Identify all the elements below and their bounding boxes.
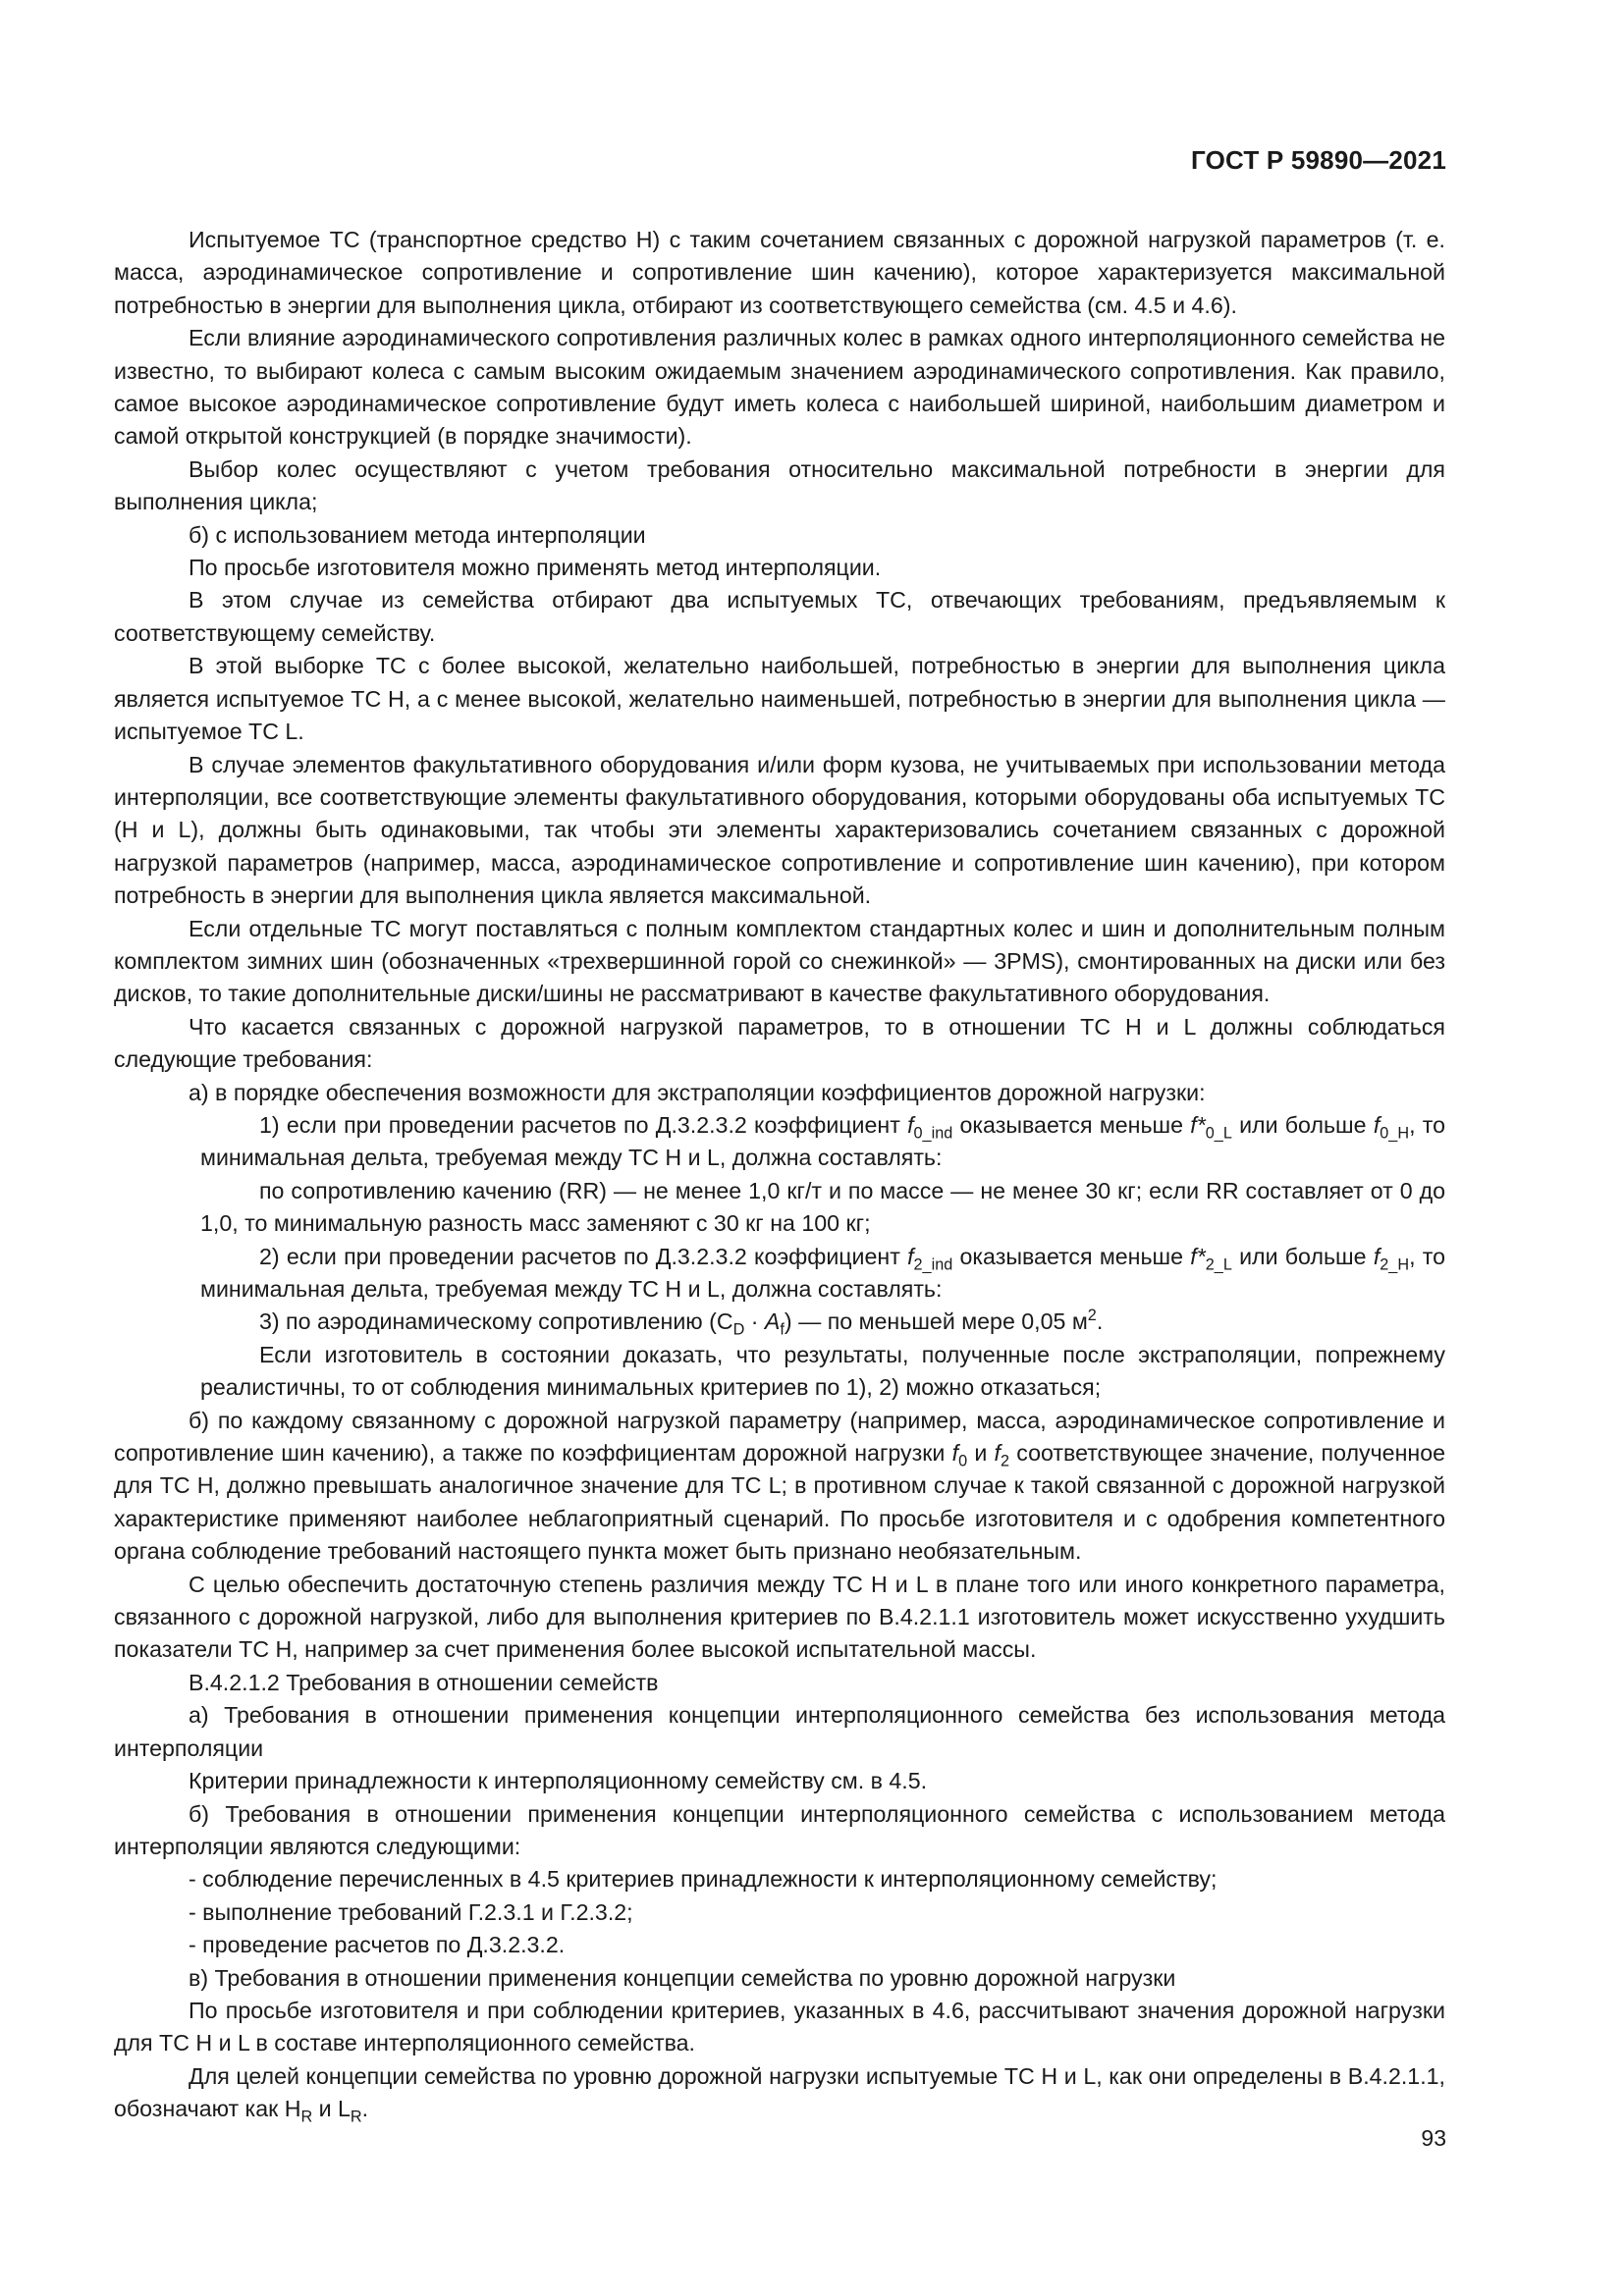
list-item-v: в) Требования в отношении применения концепции семейства по уровню дорожной нагрузки	[189, 1964, 1176, 1991]
list-item-b: б) Требования в отношении применения концепции интерполяционного семейства с использованием метода интерполяции являются следующими:	[114, 1800, 1445, 1859]
paragraph: Что касается связанных с дорожной нагрузкой параметров, то в отношении ТС H и L должны соблюдаться следующие требования:	[114, 1013, 1445, 1073]
coefficient-symbol: f	[1373, 1243, 1380, 1269]
text-segment: , то минимальная дельта, требуемая между ТС H и L, должна составлять:	[200, 1111, 1446, 1171]
bullet-item: - выполнение требований Г.2.3.1 и Г.2.3.2;	[189, 1898, 633, 1925]
text-segment: , то минимальная дельта, требуемая между ТС H и L, должна составлять:	[200, 1243, 1446, 1302]
paragraph: Если влияние аэродинамического сопротивления различных колес в рамках одного интерполяционного семейства не известно, то выбирают колеса с самым высоким ожидаемым значением аэродинамического сопротивления. Как правило, самое высокое аэродинамическое сопротивление будут иметь колеса с наибольшей шириной, наибольшим диаметром и самой открытой конструкцией (в порядке значимости).	[114, 325, 1445, 450]
subscript: 2	[1000, 1452, 1010, 1470]
superscript: 2	[1087, 1307, 1097, 1325]
subscript: R	[350, 2108, 362, 2126]
text-segment: .	[361, 2096, 369, 2122]
subscript: 0	[958, 1452, 968, 1470]
requirement-3	[114, 1306, 1445, 1338]
subscript: 0_H	[1380, 1124, 1410, 1143]
paragraph: Испытуемое ТС (транспортное средство H) с таким сочетанием связанных с дорожной нагрузкой параметров (т. е. масса, аэродинамическое сопротивление и сопротивление шин качению), которое характеризуется максимальной потребностью в энергии для выполнения цикла, отбирают из соответствующего семейства (см. 4.5 и 4.6).	[114, 227, 1445, 318]
text-segment: .	[1096, 1308, 1104, 1335]
text-segment: 3) по аэродинамическому сопротивлению (C	[259, 1308, 733, 1335]
paragraph	[114, 2060, 1445, 2126]
bullet-item: - соблюдение перечисленных в 4.5 критериев принадлежности к интерполяционному семейству;	[189, 1866, 1218, 1893]
paragraph: По просьбе изготовителя и при соблюдении критериев, указанных в 4.6, рассчитывают значения дорожной нагрузки для ТС H и L в составе интерполяционного семейства.	[114, 1997, 1445, 2056]
section-heading: В.4.2.1.2 Требования в отношении семейств	[189, 1669, 659, 1695]
text-segment: и	[967, 1440, 995, 1467]
subscript: D	[732, 1321, 745, 1340]
coefficient-symbol: f	[1373, 1111, 1380, 1138]
paragraph: Если отдельные ТС могут поставляться с полным комплектом стандартных колес и шин и дополнительным полным комплектом зимних шин (обозначенных «трехвершинной горой со снежинкой» — 3PMS), смонтированных на диски или без дисков, то такие дополнительные диски/шины не рассматривают в качестве факультативного оборудования.	[114, 915, 1445, 1007]
coefficient-symbol: f	[907, 1243, 914, 1269]
subscript: f	[780, 1321, 785, 1340]
subscript: 2_L	[1205, 1255, 1232, 1274]
list-item-a: а) в порядке обеспечения возможности для экстраполяции коэффициентов дорожной нагрузки:	[189, 1079, 1206, 1105]
text-segment: и L	[312, 2096, 351, 2122]
paragraph: С целью обеспечить достаточную степень различия между ТС H и L в плане того или иного конкретного параметра, связанного с дорожной нагрузкой, либо для выполнения критериев по В.4.2.1.1 изготовитель может искусственно ухудшить показатели ТС H, например за счет применения более высокой испытательной массы.	[114, 1571, 1445, 1663]
subscript: 2_H	[1380, 1255, 1410, 1274]
paragraph: Критерии принадлежности к интерполяционному семейству см. в 4.5.	[189, 1768, 928, 1794]
text-segment: соответствующее значение, полученное для ТС H, должно превышать аналогичное значение для ТС L; в противном случае к такой связанной с дорожной нагрузкой характеристике применяют наиболее неблагоприятный сценарий. По просьбе изготовителя и с одобрения компетентного органа соблюдение требований настоящего пункта может быть признано необязательным.	[114, 1440, 1445, 1565]
coefficient-symbol: f*	[1190, 1111, 1206, 1138]
page-number: 93	[1421, 2125, 1446, 2151]
subscript: R	[300, 2108, 313, 2126]
text-segment: 2) если при проведении расчетов по Д.3.2.3.2 коэффициент	[259, 1243, 908, 1269]
paragraph: по сопротивлению качению (RR) — не менее 1,0 кг/т и по массе — не менее 30 кг; если RR составляет от 0 до 1,0, то минимальную разность масс заменяют с 30 кг на 100 кг;	[200, 1177, 1445, 1237]
requirement-2	[114, 1241, 1445, 1307]
coefficient-symbol: f	[951, 1440, 959, 1467]
coefficient-symbol: f	[907, 1111, 914, 1138]
text-segment: или больше	[1231, 1243, 1374, 1269]
text-segment: ) — по меньшей мере 0,05 м	[784, 1308, 1088, 1335]
paragraph: В случае элементов факультативного оборудования и/или форм кузова, не учитываемых при использовании метода интерполяции, все соответствующие элементы факультативного оборудования, которыми оборудованы оба испытуемых ТС (H и L), должны быть одинаковыми, так чтобы эти элементы характеризовались сочетанием связанных с дорожной нагрузкой параметров (например, масса, аэродинамическое сопротивление и сопротивление шин качению), при котором потребность в энергии для выполнения цикла является максимальной.	[114, 751, 1445, 909]
document-body	[114, 224, 1445, 2126]
paragraph: Выбор колес осуществляют с учетом требования относительно максимальной потребности в энергии для выполнения цикла;	[114, 455, 1445, 515]
subscript: 0_ind	[913, 1124, 953, 1143]
list-item-b	[114, 1405, 1445, 1569]
coefficient-symbol: f*	[1190, 1243, 1206, 1269]
paragraph: В этом случае из семейства отбирают два испытуемых ТС, отвечающих требованиям, предъявляемым к соответствующему семейству.	[114, 587, 1445, 646]
text-segment: оказывается меньше	[952, 1243, 1191, 1269]
document-header: ГОСТ Р 59890—2021	[1191, 145, 1446, 175]
requirement-1	[114, 1109, 1445, 1175]
text-segment: 1) если при проведении расчетов по Д.3.2.3.2 коэффициент	[259, 1111, 908, 1138]
text-segment: ·	[744, 1308, 765, 1335]
text-segment: оказывается меньше	[952, 1111, 1191, 1138]
subscript: 2_ind	[913, 1255, 953, 1274]
text-segment: или больше	[1231, 1111, 1374, 1138]
list-item-a: а) Требования в отношении применения концепции интерполяционного семейства без использования метода интерполяции	[114, 1702, 1445, 1761]
area-symbol: A	[764, 1308, 781, 1335]
coefficient-symbol: f	[994, 1440, 1001, 1467]
paragraph: По просьбе изготовителя можно применять метод интерполяции.	[189, 555, 882, 581]
text-segment: б) по каждому связанному с дорожной нагрузкой параметру (например, масса, аэродинамическое сопротивление и сопротивление шин качению), а также по коэффициентам дорожной нагрузки	[114, 1407, 1445, 1467]
list-item-b: б) с использованием метода интерполяции	[189, 521, 646, 548]
text-segment: Для целей концепции семейства по уровню дорожной нагрузки испытуемые ТС H и L, как они определены в В.4.2.1.1, обозначают как H	[114, 2062, 1445, 2122]
subscript: 0_L	[1205, 1124, 1232, 1143]
bullet-item: - проведение расчетов по Д.3.2.3.2.	[189, 1932, 566, 1958]
paragraph: В этой выборке ТС с более высокой, желательно наибольшей, потребностью в энергии для выполнения цикла является испытуемое ТС H, а с менее высокой, желательно наименьшей, потребностью в энергии для выполнения цикла — испытуемое ТС L.	[114, 653, 1445, 745]
paragraph: Если изготовитель в состоянии доказать, что результаты, полученные после экстраполяции, попрежнему реалистичны, то от соблюдения минимальных критериев по 1), 2) можно отказаться;	[200, 1341, 1445, 1401]
